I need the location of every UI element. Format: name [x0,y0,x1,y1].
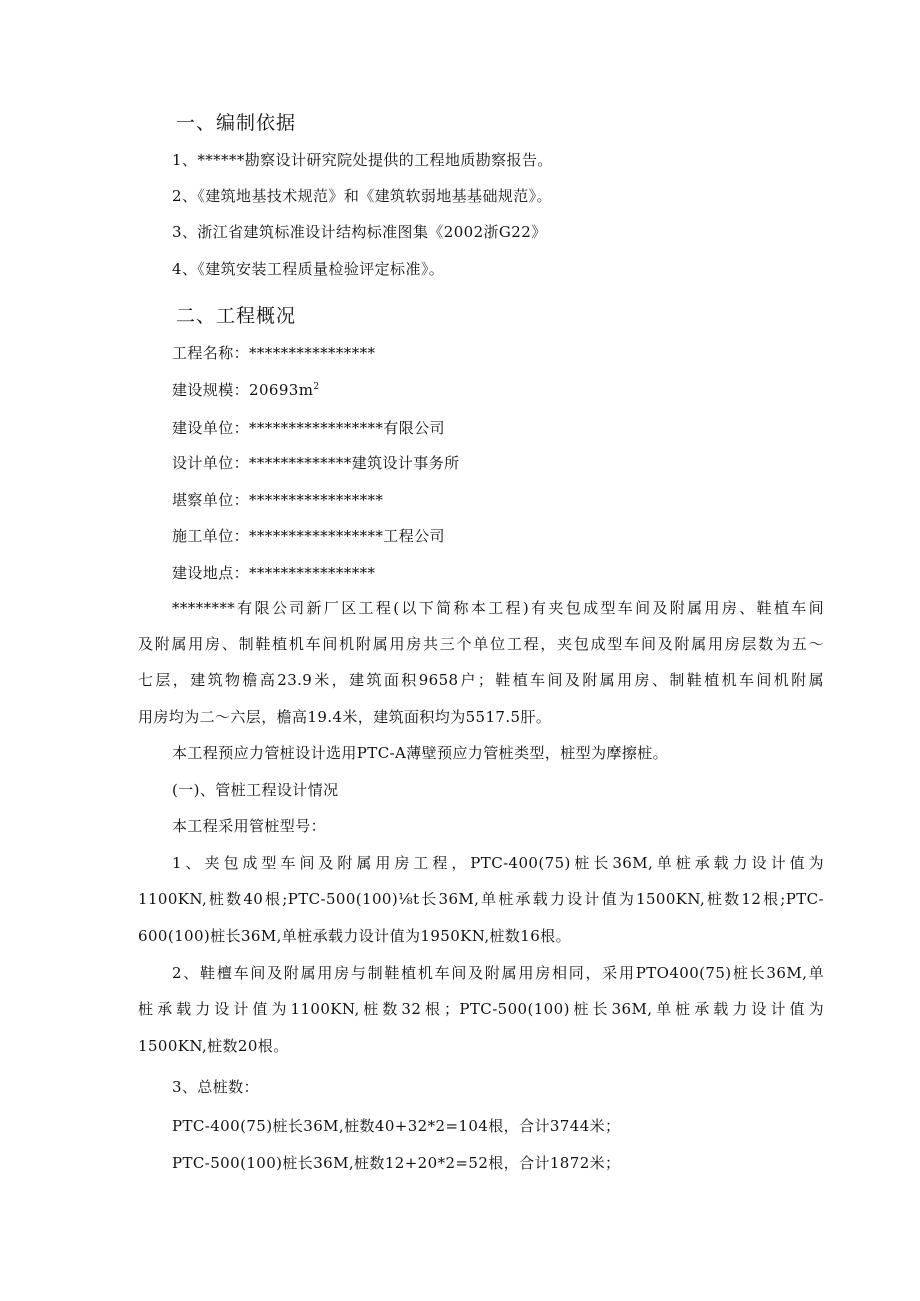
basis-item-3: 3、浙江省建筑标准设计结构标准图集《2002浙G22》 [172,223,547,241]
overview-paragraph-line: 七层，建筑物檐高23.9米，建筑面积9658户；鞋植车间及附属用房、制鞋植机车间机附属 [138,671,824,689]
section-heading-overview: 二、工程概况 [176,305,297,327]
pile-item-1-line: 600(100)桩长36M,单桩承载力设计值为1950KN,桩数16根。 [138,927,571,945]
pile-item-2-line: 2、鞋檀车间及附属用房与制鞋植机车间及附属用房相同，采用PTO400(75)桩长36M,单 [172,964,824,982]
client-unit: 建设单位：*****************有限公司 [172,419,445,437]
overview-paragraph-line: ********有限公司新厂区工程(以下简称本工程)有夹包成型车间及附属用房、鞋植车间 [172,599,824,617]
basis-item-1: 1、******勘察设计研究院处提供的工程地质勘察报告。 [172,151,553,169]
construction-site: 建设地点：**************** [172,564,376,582]
pile-item-1-line: 1100KN,桩数40根;PTC-500(100)⅛t长36M,单桩承载力设计值为1500KN,桩数12根;PTC- [138,890,824,908]
pile-design-selection: 本工程预应力管桩设计选用PTC-A薄壁预应力管桩类型，桩型为摩擦桩。 [172,744,669,762]
total-piles-line: PTC-400(75)桩长36M,桩数40+32*2=104根，合计3744米； [172,1117,621,1135]
overview-paragraph-line: 用房均为二～六层，檐高19.4米，建筑面积均为5517.5肝。 [138,708,552,726]
basis-item-4: 4、《建筑安装工程质量检验评定标准》。 [172,260,445,278]
pile-item-2-line: 1500KN,桩数20根。 [138,1037,289,1055]
construction-scale: 建设规模：$20693m^2$ [172,381,320,399]
total-piles-line: PTC-500(100)桩长36M,桩数12+20*2=52根，合计1872米； [172,1154,621,1172]
pile-item-1-line: 1、夹包成型车间及附属用房工程，PTC-400(75)桩长36M,单桩承载力设计值为 [172,854,824,872]
design-unit: 设计单位：*************建筑设计事务所 [172,454,460,472]
total-piles-heading: 3、总桩数： [172,1078,259,1096]
overview-paragraph-line: 及附属用房、制鞋植机车间机附属用房共三个单位工程，夹包成型车间及附属用房层数为五～ [138,635,824,653]
subsection-heading-pile-design: (一)、管桩工程设计情况 [172,781,339,799]
pile-item-2-line: 桩承载力设计值为1100KN,桩数32根；PTC-500(100)桩长36M,单桩承载力设计值为 [138,1000,824,1018]
area-superscript: 2 [313,382,320,392]
basis-item-2: 2、《建筑地基技术规范》和《建筑软弱地基基础规范》。 [172,187,552,205]
pile-models-intro: 本工程采用管桩型号： [172,817,327,835]
construction-unit: 施工单位：*****************工程公司 [172,527,445,545]
project-name: 工程名称：**************** [172,344,376,362]
survey-unit: 堪察单位：***************** [172,491,384,509]
section-heading-basis: 一、编制依据 [176,112,297,134]
